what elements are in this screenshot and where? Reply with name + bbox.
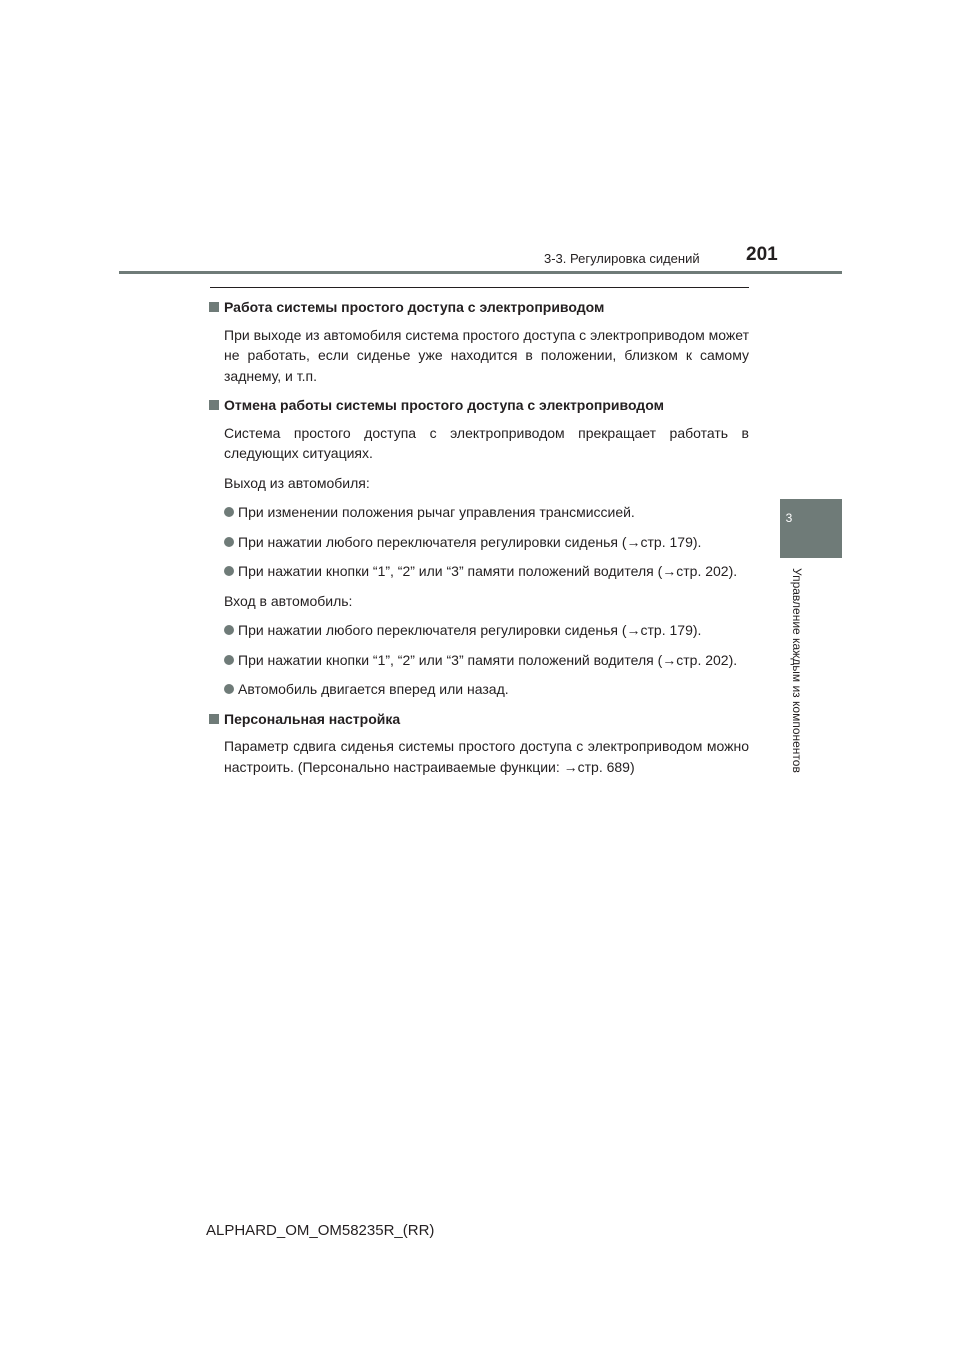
- header-divider: [119, 271, 842, 274]
- paragraph: При выходе из автомобиля система простого доступа с электроприводом может не работать, если сиденье уже находится в положении, близком к самому заднему, и т.п.: [224, 326, 749, 384]
- circle-bullet-icon: [224, 684, 234, 694]
- main-content: [209, 297, 749, 786]
- list-item-text: При нажатии любого переключателя регулировки сиденья (→стр. 179).: [238, 622, 702, 638]
- list-item-text: При нажатии кнопки “1”, “2” или “3” памяти положений водителя (→стр. 202).: [238, 563, 738, 579]
- section-heading: [209, 395, 749, 416]
- square-bullet-icon: [209, 714, 219, 724]
- header-section-title: 3-3. Регулировка сидений: [544, 251, 700, 266]
- exit-label: Выход из автомобиля:: [224, 474, 370, 491]
- section-heading: [209, 709, 749, 730]
- list-item-text: При нажатии любого переключателя регулировки сиденья (→стр. 179).: [238, 533, 702, 550]
- square-bullet-icon: [209, 400, 219, 410]
- list-item: [209, 561, 749, 582]
- entry-label: Вход в автомобиль:: [224, 592, 353, 609]
- list-item: [209, 532, 749, 553]
- section-heading-text: Отмена работы системы простого доступа с электроприводом: [224, 397, 664, 413]
- list-item: [209, 650, 749, 671]
- section-heading: [209, 297, 749, 318]
- section-heading-text: Персональная настройка: [224, 710, 401, 727]
- chapter-number: 3: [785, 511, 793, 525]
- list-item-text: При изменении положения рычаг управления трансмиссией.: [238, 504, 635, 520]
- paragraph: Система простого доступа с электроприводом прекращает работать в следующих ситуациях.: [224, 424, 749, 461]
- circle-bullet-icon: [224, 507, 234, 517]
- circle-bullet-icon: [224, 625, 234, 635]
- circle-bullet-icon: [224, 566, 234, 576]
- paragraph: Параметр сдвига сиденья системы простого доступа с электроприводом можно настроить. (Персонально настраиваемые функции: →стр. 689): [224, 738, 749, 775]
- list-item-text: При нажатии кнопки “1”, “2” или “3” памяти положений водителя (→стр. 202).: [238, 651, 738, 668]
- section-heading-text: Работа системы простого доступа с электроприводом: [224, 299, 605, 315]
- list-item: [209, 679, 749, 700]
- list-item: [209, 620, 749, 641]
- chapter-title: Управление каждым из компонентов: [790, 568, 804, 773]
- list-item: [209, 502, 749, 523]
- square-bullet-icon: [209, 302, 219, 312]
- section-divider: [210, 287, 749, 288]
- page-number: 201: [746, 244, 778, 265]
- document-code: ALPHARD_OM_OM58235R_(RR): [206, 1222, 435, 1239]
- circle-bullet-icon: [224, 537, 234, 547]
- circle-bullet-icon: [224, 655, 234, 665]
- chapter-tab: [780, 499, 842, 558]
- list-item-text: Автомобиль двигается вперед или назад.: [238, 681, 509, 697]
